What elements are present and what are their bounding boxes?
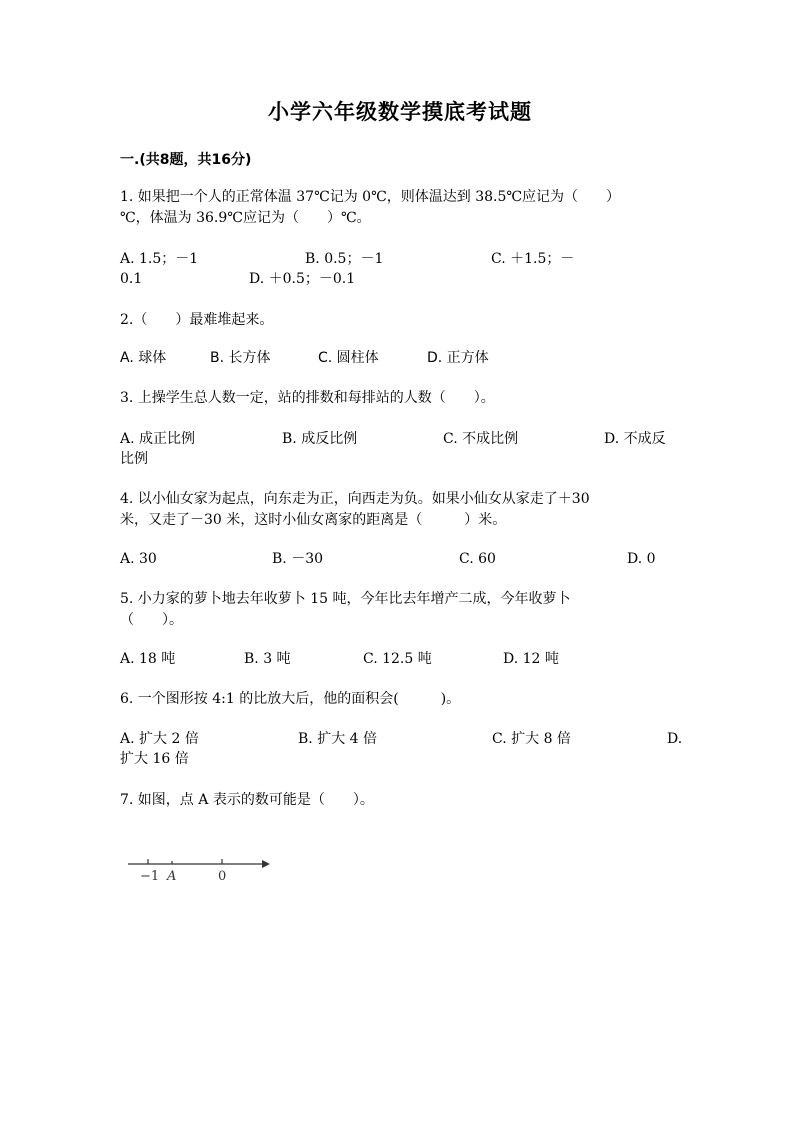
question-2-line-1: 2.（ ）最难堆起来。 <box>120 312 274 328</box>
question-1-line-1: 1. 如果把一个人的正常体温 37℃记为 0℃，则体温达到 38.5℃应记为（ ） <box>120 189 621 205</box>
question-1-option-a: A. 1.5；－1 <box>120 251 199 267</box>
question-4-option-b: B. －30 <box>272 551 324 567</box>
question-1-option-b: B. 0.5；－1 <box>305 251 384 267</box>
question-4-option-a: A. 30 <box>120 551 157 567</box>
question-3-option-b: B. 成反比例 <box>282 431 358 447</box>
question-6-line-1: 6. 一个图形按 4:1 的比放大后，他的面积会( )。 <box>120 691 461 707</box>
question-1-option-d: D. ＋0.5；－0.1 <box>249 271 356 287</box>
question-5-option-b: B. 3 吨 <box>244 651 291 667</box>
question-5-line-2: （ ）。 <box>120 612 183 628</box>
question-2-option-a: A. 球体 <box>120 350 167 366</box>
label-zero: 0 <box>218 869 227 884</box>
question-6-option-b: B. 扩大 4 倍 <box>298 731 377 747</box>
question-3-line-1: 3. 上操学生总人数一定，站的排数和每排站的人数（ ）。 <box>120 390 495 406</box>
number-line-figure <box>126 850 276 886</box>
question-2-option-b: B. 长方体 <box>210 350 271 366</box>
question-3-option-c: C. 不成比例 <box>443 431 519 447</box>
page-title: 小学六年级数学摸底考试题 <box>268 99 532 124</box>
question-5-option-d: D. 12 吨 <box>503 651 559 667</box>
question-3-option-d-cont: 比例 <box>120 451 148 467</box>
question-7-line-1: 7. 如图，点 A 表示的数可能是（ ）。 <box>120 792 374 808</box>
question-6-option-c: C. 扩大 8 倍 <box>492 731 571 747</box>
question-3-option-a: A. 成正比例 <box>120 431 196 447</box>
question-4-option-c: C. 60 <box>459 551 496 567</box>
question-4-option-d: D. 0 <box>627 551 656 567</box>
question-5-line-1: 5. 小力家的萝卜地去年收萝卜 15 吨，今年比去年增产二成，今年收萝卜 <box>120 591 571 607</box>
question-2-option-c: C. 圆柱体 <box>318 350 379 366</box>
question-1-line-2: ℃，体温为 36.9℃应记为（ ）℃。 <box>120 210 371 226</box>
arrow-head-icon <box>262 860 270 868</box>
question-5-option-a: A. 18 吨 <box>120 651 176 667</box>
question-2-option-d: D. 正方体 <box>427 350 489 366</box>
question-6-option-d-cont: 扩大 16 倍 <box>120 751 189 767</box>
question-4-line-2: 米，又走了－30 米，这时小仙女离家的距离是（ ）米。 <box>120 512 507 528</box>
label-minus-one: −1 <box>140 869 160 884</box>
label-a: A <box>167 869 177 884</box>
question-1-option-c: C. ＋1.5；－ <box>491 251 575 267</box>
question-1-option-c-cont: 0.1 <box>120 271 143 287</box>
question-3-option-d: D. 不成反 <box>604 431 666 447</box>
question-4-line-1: 4. 以小仙女家为起点，向东走为正，向西走为负。如果小仙女从家走了＋30 <box>120 491 590 507</box>
question-5-option-c: C. 12.5 吨 <box>363 651 432 667</box>
question-6-option-a: A. 扩大 2 倍 <box>120 731 199 747</box>
section-heading: 一.(共8题，共16分) <box>120 152 252 168</box>
question-6-option-d: D. <box>667 731 683 747</box>
